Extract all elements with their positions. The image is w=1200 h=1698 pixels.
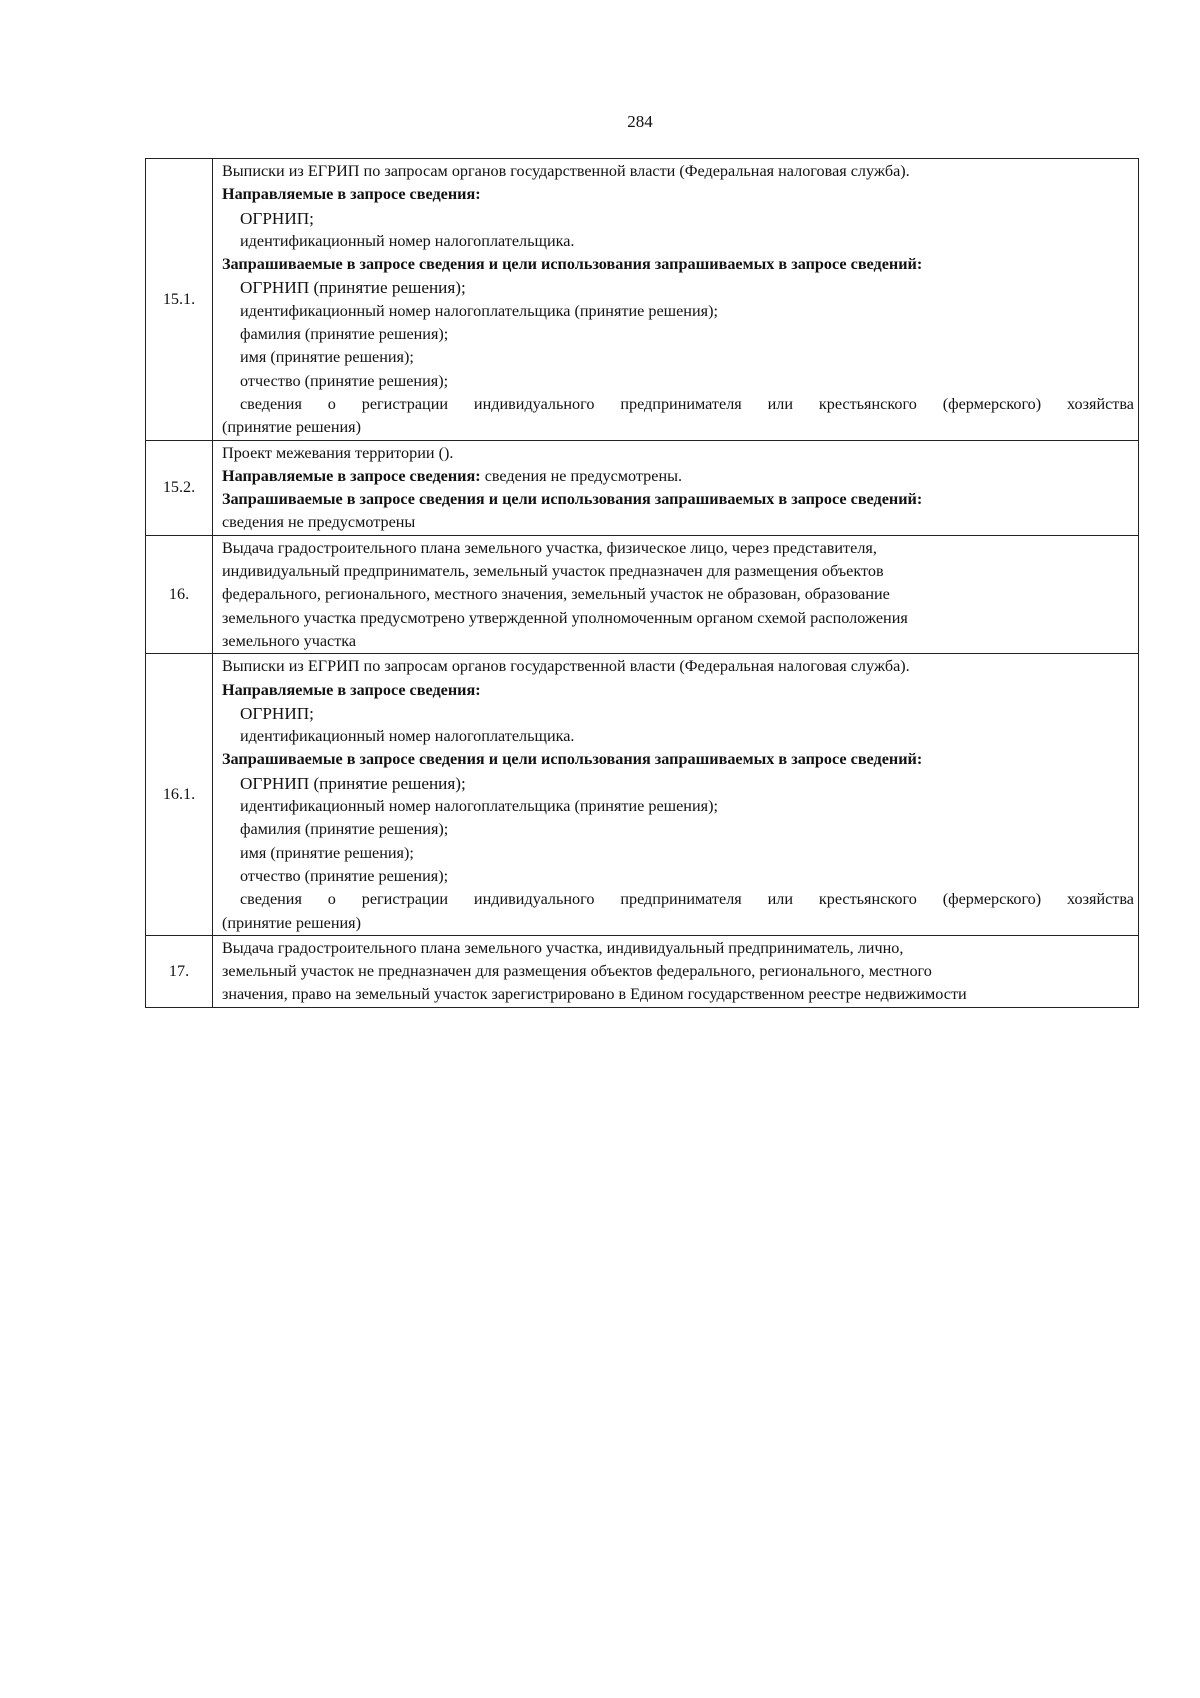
row-title: Выписки из ЕГРИП по запросам органов государственной власти (Федеральная налоговая служба). <box>222 657 910 676</box>
row-content <box>213 654 1139 936</box>
list-item-continuation: (принятие решения) <box>222 913 361 932</box>
table-row <box>146 935 1139 1007</box>
list-item: идентификационный номер налогоплательщика (принятие решения); <box>240 301 718 320</box>
requested-heading: Запрашиваемые в запросе сведения и цели использования запрашиваемых в запросе сведений: <box>222 750 923 769</box>
list-item: идентификационный номер налогоплательщика. <box>240 727 575 746</box>
row-number: 15.2. <box>146 440 213 535</box>
sent-heading: Направляемые в запросе сведения: <box>222 466 481 485</box>
list-item-continuation: (принятие решения) <box>222 418 361 437</box>
text-line: федерального, регионального, местного значения, земельный участок не образован, образование <box>222 585 890 604</box>
table-row <box>146 535 1139 653</box>
list-item: идентификационный номер налогоплательщика. <box>240 231 575 250</box>
text-line: земельный участок не предназначен для размещения объектов федерального, регионального, местного <box>222 962 932 981</box>
row-content <box>213 935 1139 1007</box>
list-item: имя (принятие решения); <box>240 348 414 367</box>
list-item: сведения о регистрации индивидуального предпринимателя или крестьянского (фермерского) хозяйства <box>240 890 1134 909</box>
requested-heading: Запрашиваемые в запросе сведения и цели использования запрашиваемых в запросе сведений: <box>222 490 923 509</box>
list-item: фамилия (принятие решения); <box>240 820 449 839</box>
text-line: Выдача градостроительного плана земельного участка, индивидуальный предприниматель, лично, <box>222 938 904 957</box>
row-content <box>213 535 1139 653</box>
list-item: имя (принятие решения); <box>240 843 414 862</box>
sent-line <box>222 465 1134 488</box>
page-number: 284 <box>627 112 653 131</box>
requested-heading: Запрашиваемые в запросе сведения и цели использования запрашиваемых в запросе сведений: <box>222 255 923 274</box>
requested-text: сведения не предусмотрены <box>222 513 416 532</box>
list-item: ОГРНИП (принятие решения); <box>240 773 466 793</box>
table-row <box>146 440 1139 535</box>
list-item: фамилия (принятие решения); <box>240 325 449 344</box>
text-line: земельного участка предусмотрено утвержденной уполномоченным органом схемой расположения <box>222 608 908 627</box>
row-number: 15.1. <box>146 159 213 441</box>
list-item: отчество (принятие решения); <box>240 371 449 390</box>
list-item: отчество (принятие решения); <box>240 866 449 885</box>
list-item: идентификационный номер налогоплательщика (принятие решения); <box>240 797 718 816</box>
row-content <box>213 159 1139 441</box>
row-number: 17. <box>146 935 213 1007</box>
sent-text: сведения не предусмотрены. <box>480 466 683 485</box>
list-item: ОГРНИП; <box>240 208 314 228</box>
sent-heading: Направляемые в запросе сведения: <box>222 680 481 699</box>
sent-heading: Направляемые в запросе сведения: <box>222 185 481 204</box>
row-content <box>213 440 1139 535</box>
list-item: ОГРНИП (принятие решения); <box>240 278 466 298</box>
row-number: 16.1. <box>146 654 213 936</box>
row-title: Проект межевания территории (). <box>222 443 454 462</box>
table-row <box>146 654 1139 936</box>
text-line: индивидуальный предприниматель, земельный участок предназначен для размещения объектов <box>222 562 884 581</box>
text-line: значения, право на земельный участок зарегистрировано в Едином государственном реестре недвижимости <box>222 985 967 1004</box>
text-line: Выдача градостроительного плана земельного участка, физическое лицо, через представителя, <box>222 538 877 557</box>
text-line: земельного участка <box>222 631 357 650</box>
row-number: 16. <box>146 535 213 653</box>
row-title: Выписки из ЕГРИП по запросам органов государственной власти (Федеральная налоговая служба). <box>222 162 910 180</box>
services-table <box>145 158 1139 1008</box>
list-item: ОГРНИП; <box>240 703 314 723</box>
list-item: сведения о регистрации индивидуального предпринимателя или крестьянского (фермерского) хозяйства <box>240 394 1134 413</box>
table-row <box>146 159 1139 441</box>
